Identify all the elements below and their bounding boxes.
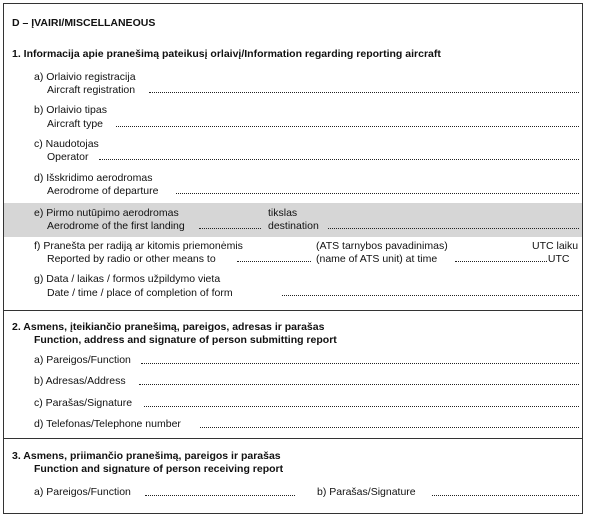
submitter-function-label: a) Pareigos/Function (34, 354, 131, 366)
item-f-ats-en: (name of ATS unit) at time (316, 253, 438, 265)
item-g-label-en: Date / time / place of completion of form (47, 287, 233, 299)
form-part-d (3, 3, 583, 514)
submitter-telephone-label: d) Telefonas/Telephone number (34, 418, 181, 430)
aircraft-type-field[interactable] (116, 126, 579, 127)
item-d-label-lt: d) Išskridimo aerodromas (34, 172, 153, 184)
first-landing-aerodrome-field[interactable] (199, 228, 261, 229)
item-e-label-lt: e) Pirmo nutūpimo aerodromas (34, 207, 179, 219)
item-b-label-lt: b) Orlaivio tipas (34, 104, 107, 116)
item-f-ats-lt: (ATS tarnybos pavadinimas) (316, 240, 448, 252)
departure-aerodrome-field[interactable] (176, 193, 579, 194)
receiver-function-label: a) Pareigos/Function (34, 486, 131, 498)
item-e-dest-lt: tikslas (268, 207, 298, 219)
submitter-telephone-field[interactable] (200, 427, 579, 428)
item-d-label-en: Aerodrome of departure (47, 185, 159, 197)
section2-heading-en: Function, address and signature of person submitting report (34, 334, 337, 346)
section-receiver (4, 439, 582, 513)
item-f-label-lt: f) Pranešta per radiją ar kitomis priemonėmis (34, 240, 243, 252)
operator-field[interactable] (99, 159, 579, 160)
item-b-label-en: Aircraft type (47, 118, 104, 130)
receiver-signature-label: b) Parašas/Signature (317, 486, 416, 498)
submitter-address-label: b) Adresas/Address (34, 375, 126, 387)
section3-heading-lt: 3. Asmens, priimančio pranešimą, pareigos ir parašas (12, 450, 281, 462)
form-title: D – ĮVAIRI/MISCELLANEOUS (12, 17, 156, 29)
item-f-utc-en: .UTC (545, 253, 570, 265)
receiver-signature-field[interactable] (432, 495, 579, 496)
submitter-signature-label: c) Parašas/Signature (34, 397, 133, 409)
item-f-utc-lt: UTC laiku (532, 240, 579, 252)
section3-heading-en: Function and signature of person receiving report (34, 463, 284, 475)
reported-to-field[interactable] (237, 261, 311, 262)
report-time-field[interactable] (455, 261, 545, 262)
item-c-label-en: Operator (47, 151, 89, 163)
submitter-function-field[interactable] (141, 363, 579, 364)
submitter-signature-field[interactable] (144, 406, 579, 407)
section1-heading: 1. Informacija apie pranešimą pateikusį orlaivį/Information regarding reporting aircraft (12, 48, 441, 60)
item-f-label-en: Reported by radio or other means to (47, 253, 216, 265)
section2-heading-lt: 2. Asmens, įteikiančio pranešimą, pareigos, adresas ir parašas (12, 321, 325, 333)
submitter-address-field[interactable] (139, 384, 579, 385)
item-g-label-lt: g) Data / laikas / formos užpildymo vieta (34, 273, 221, 285)
aircraft-registration-field[interactable] (149, 92, 579, 93)
item-a-label-lt: a) Orlaivio registracija (34, 71, 136, 83)
item-c-label-lt: c) Naudotojas (34, 138, 99, 150)
section-submitter (4, 311, 582, 439)
receiver-function-field[interactable] (145, 495, 295, 496)
item-e-label-en: Aerodrome of the first landing (47, 220, 185, 232)
item-e-dest-en: destination (268, 220, 319, 232)
destination-field[interactable] (328, 228, 579, 229)
section-aircraft-info (4, 4, 582, 311)
item-a-label-en: Aircraft registration (47, 84, 136, 96)
completion-date-place-field[interactable] (282, 295, 579, 296)
